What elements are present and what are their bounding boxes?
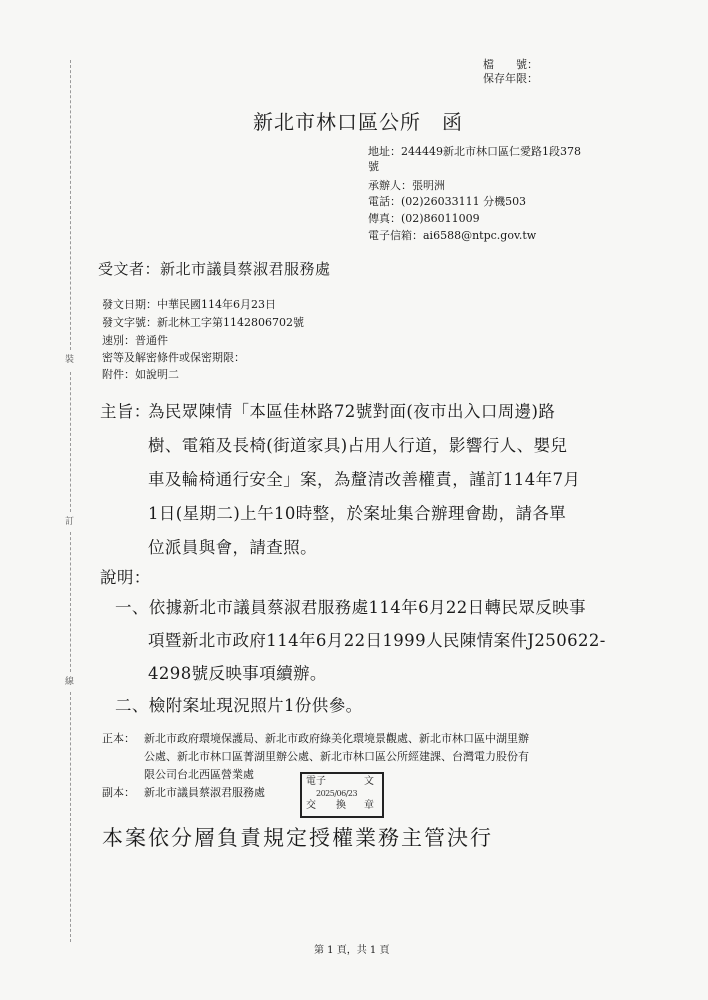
explanation-item-cont: 項暨新北市政府114年6月22日1999人民陳情案件J250622- <box>148 631 606 650</box>
stamp-text: 換 <box>336 800 346 811</box>
document-title: 新北市林口區公所 函 <box>253 110 463 134</box>
original-recipients-label: 正本： <box>102 732 135 745</box>
binding-mark-middle: 訂 <box>65 517 75 527</box>
sender-address-cont: 號 <box>368 160 379 173</box>
original-recipients-line: 新北市政府環境保護局、新北市政府綠美化環境景觀處、新北市林口區中湖里辦 <box>144 732 529 745</box>
retention-period-label: 保存年限： <box>483 72 538 85</box>
electronic-exchange-stamp <box>300 772 384 818</box>
recipient: 受文者：新北市議員蔡淑君服務處 <box>98 260 331 278</box>
binding-mark-top: 裝 <box>65 355 75 365</box>
binding-line-lower <box>70 532 71 672</box>
explanation-item-cont: 4298號反映事項續辦。 <box>148 664 327 683</box>
explanation-item: 二、檢附案址現況照片1份供參。 <box>115 696 363 715</box>
sender-handler: 承辦人：張明洲 <box>368 179 445 192</box>
file-number-label: 檔 號： <box>483 58 538 71</box>
page-number: 第 1 頁，共 1 頁 <box>314 945 390 956</box>
binding-line-middle <box>70 372 71 512</box>
binding-line-top <box>70 60 71 350</box>
copy-recipients-label: 副本： <box>102 786 135 799</box>
original-recipients-line: 公處、新北市林口區菁湖里辦公處、新北市林口區公所經建課、台灣電力股份有 <box>144 750 529 763</box>
issue-date: 發文日期：中華民國114年6月23日 <box>102 298 276 311</box>
original-recipients-line: 限公司台北西區營業處 <box>144 768 254 781</box>
binding-mark-bottom: 線 <box>65 677 75 687</box>
reference-number: 發文字號：新北林工字第1142806702號 <box>102 316 304 329</box>
binding-line-bottom <box>70 692 71 942</box>
security-level: 密等及解密條件或保密期限： <box>102 351 245 364</box>
stamp-text: 章 <box>364 800 374 811</box>
stamp-date: 2025/06/23 <box>316 789 358 798</box>
attachment: 附件：如說明二 <box>102 368 179 381</box>
subject-line: 位派員與會，請查照。 <box>148 538 317 557</box>
delivery-speed: 速別：普通件 <box>102 334 168 347</box>
sender-phone: 電話：(02)26033111 分機503 <box>368 195 527 208</box>
stamp-text: 文 <box>364 776 374 787</box>
sender-address: 地址：244449新北市林口區仁愛路1段378 <box>368 145 581 158</box>
explanation-label: 說明： <box>100 568 151 587</box>
explanation-item: 一、依據新北市議員蔡淑君服務處114年6月22日轉民眾反映事 <box>115 598 586 617</box>
subject-line: 為民眾陳情「本區佳林路72號對面(夜市出入口周邊)路 <box>148 402 556 421</box>
subject-line: 樹、電箱及長椅(街道家具)占用人行道，影響行人、嬰兒 <box>148 436 568 455</box>
sender-fax: 傳真：(02)86011009 <box>368 212 480 225</box>
stamp-text: 電子 <box>306 776 326 787</box>
subject-line: 車及輪椅通行安全」案，為釐清改善權責，謹訂114年7月 <box>148 470 581 489</box>
copy-recipients: 新北市議員蔡淑君服務處 <box>144 786 265 799</box>
subject-line: 1日(星期二)上午10時整，於案址集合辦理會勘，請各單 <box>148 504 567 523</box>
stamp-text: 交 <box>306 800 316 811</box>
authorization-statement: 本案依分層負責規定授權業務主管決行 <box>102 826 493 850</box>
subject-label: 主旨： <box>100 402 151 421</box>
sender-email: 電子信箱：ai6588@ntpc.gov.tw <box>368 229 537 242</box>
